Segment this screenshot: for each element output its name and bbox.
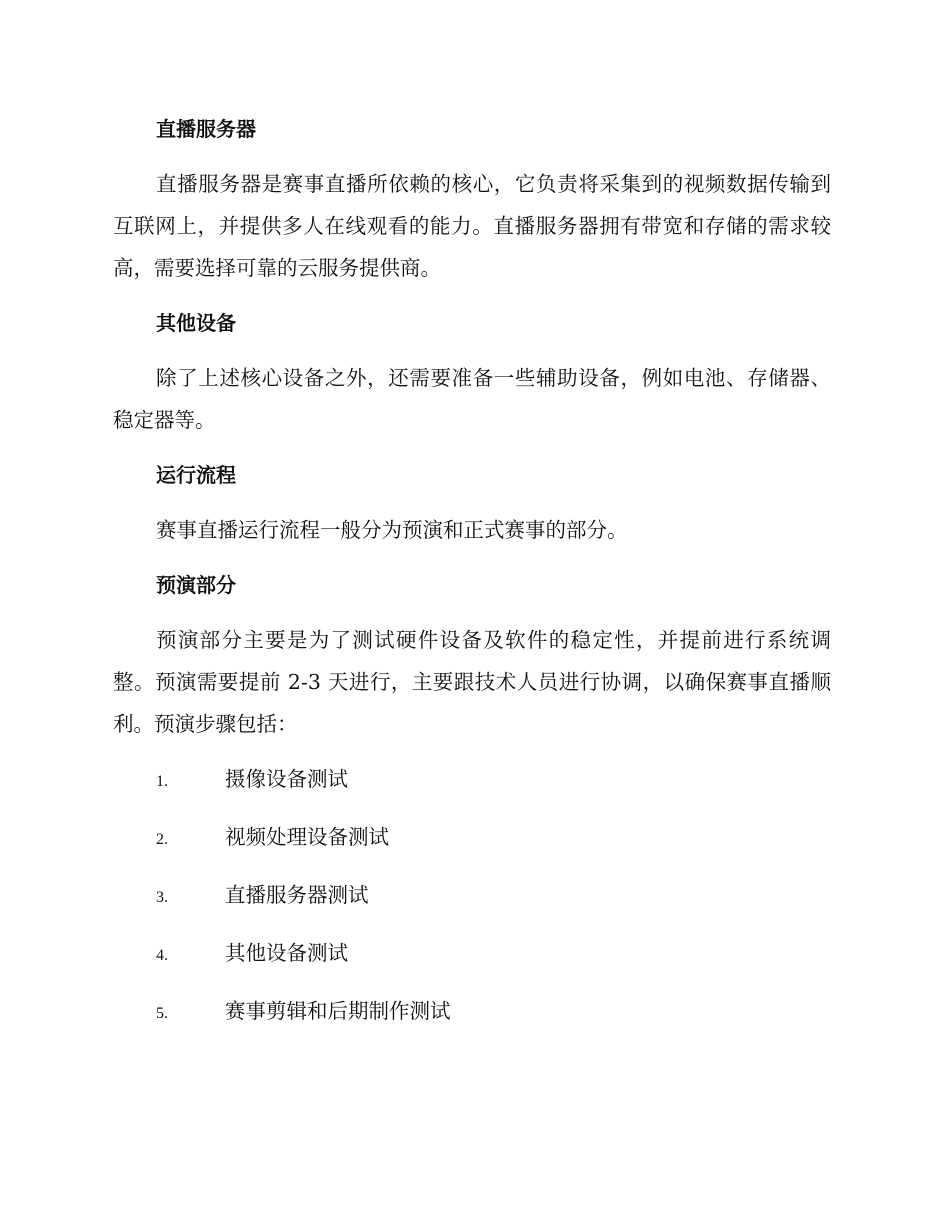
list-item-number: 2. [156, 831, 168, 848]
section-paragraph-rehearsal: 预演部分主要是为了测试硬件设备及软件的稳定性，并提前进行系统调整。预演需要提前 2-3 天进行，主要跟技术人员进行协调，以确保赛事直播顺利。预演步骤包括： [113, 628, 831, 736]
list-item [113, 874, 831, 919]
section-heading-other-equipment: 其他设备 [156, 311, 236, 335]
list-item [113, 932, 831, 977]
list-item-text: 摄像设备测试 [225, 767, 348, 791]
document-page [113, 108, 831, 1048]
section-paragraph-other-equipment: 除了上述核心设备之外，还需要准备一些辅助设备，例如电池、存储器、稳定器等。 [113, 366, 831, 432]
list-item-number: 1. [156, 773, 168, 790]
list-item-text: 其他设备测试 [225, 941, 348, 965]
section-heading-streaming-server: 直播服务器 [156, 117, 256, 141]
list-item-text: 直播服务器测试 [225, 883, 369, 907]
list-item-text: 视频处理设备测试 [225, 825, 389, 849]
section-paragraph-streaming-server: 直播服务器是赛事直播所依赖的核心，它负责将采集到的视频数据传输到互联网上，并提供多人在线观看的能力。直播服务器拥有带宽和存储的需求较高，需要选择可靠的云服务提供商。 [113, 172, 831, 280]
list-item-number: 3. [156, 889, 168, 906]
section-heading-workflow: 运行流程 [156, 463, 236, 487]
list-item [113, 758, 831, 803]
list-item-number: 4. [156, 947, 168, 964]
list-item [113, 990, 831, 1035]
rehearsal-steps-list [113, 758, 831, 1035]
list-item [113, 816, 831, 861]
list-item-number: 5. [156, 1005, 168, 1022]
section-paragraph-workflow: 赛事直播运行流程一般分为预演和正式赛事的部分。 [156, 518, 628, 542]
section-heading-rehearsal: 预演部分 [156, 573, 236, 597]
list-item-text: 赛事剪辑和后期制作测试 [225, 999, 451, 1023]
